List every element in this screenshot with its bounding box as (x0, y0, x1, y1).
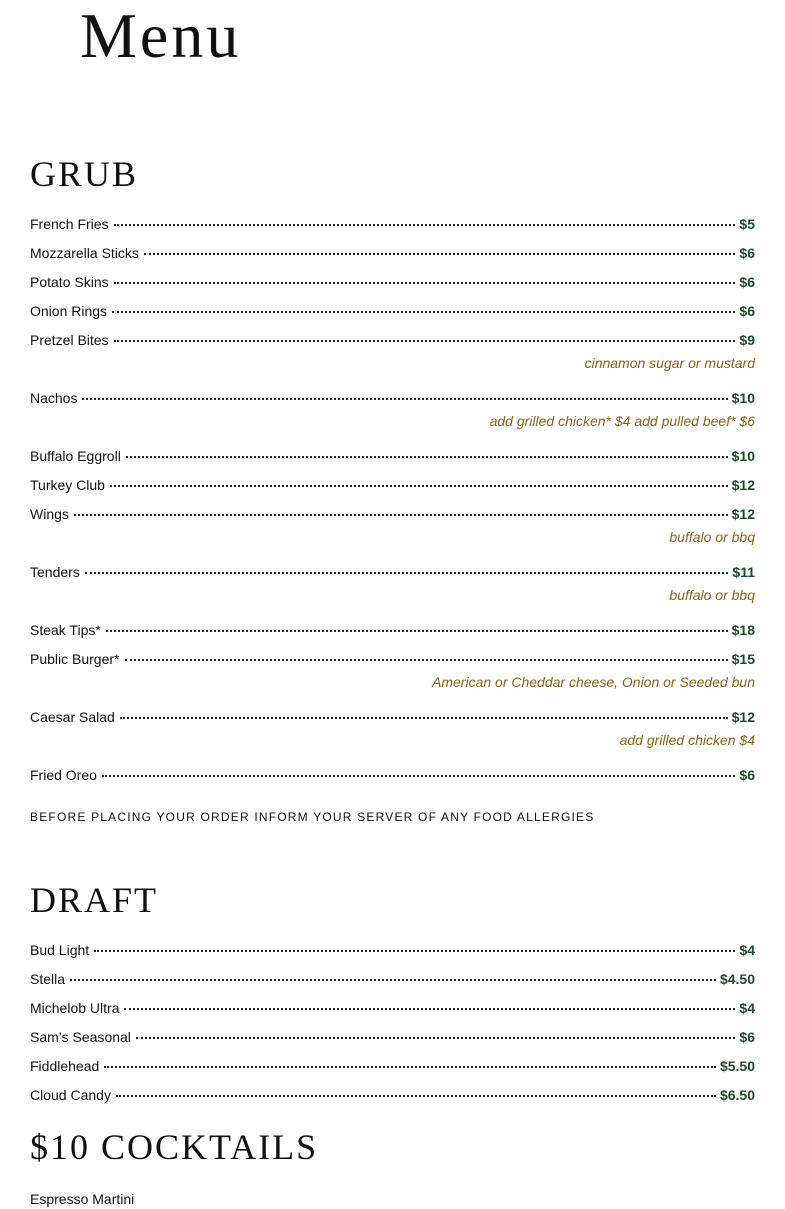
item-note: add grilled chicken $4 (619, 732, 755, 748)
dot-leader (114, 340, 736, 342)
menu-item (30, 244, 755, 262)
dot-leader (94, 950, 735, 952)
item-note: cinnamon sugar or mustard (584, 355, 755, 371)
item-name: Fried Oreo (30, 767, 97, 783)
item-name: Bud Light (30, 942, 90, 958)
page-title: Menu (80, 0, 242, 71)
dot-leader (85, 572, 729, 574)
dot-leader (124, 1008, 735, 1010)
menu-item (30, 447, 755, 465)
item-name: Fiddlehead (30, 1058, 100, 1074)
item-price: $6 (739, 767, 755, 783)
item-name: Pretzel Bites (30, 332, 109, 348)
item-name: Tenders (30, 564, 80, 580)
dot-leader (120, 717, 728, 719)
item-price: $4.50 (719, 971, 755, 987)
item-name: Stella (30, 971, 66, 987)
item-name: Wings (30, 506, 69, 522)
dot-leader (144, 253, 736, 255)
item-price: $11 (732, 564, 755, 580)
dot-leader (70, 979, 716, 981)
menu-item (30, 215, 755, 233)
dot-leader (114, 282, 736, 284)
item-price: $6.50 (719, 1087, 755, 1103)
menu-item (30, 273, 755, 291)
menu-item (30, 505, 755, 523)
item-price: $4 (739, 1000, 755, 1016)
menu-item (30, 621, 755, 639)
item-price: $6 (739, 245, 755, 261)
menu-item (30, 476, 755, 494)
item-note: add grilled chicken* $4 add pulled beef* $6 (489, 413, 755, 429)
section-heading-cocktails: $10 COCKTAILS (30, 1127, 319, 1167)
dot-leader (112, 311, 735, 313)
menu-item (30, 941, 755, 959)
item-price: $15 (731, 651, 755, 667)
section-heading-draft: DRAFT (30, 880, 159, 920)
item-price: $10 (731, 390, 755, 406)
item-name: Michelob Ultra (30, 1000, 120, 1016)
item-name: Steak Tips* (30, 622, 101, 638)
item-price: $5 (739, 216, 755, 232)
dot-leader (110, 485, 728, 487)
menu-item (30, 1028, 755, 1046)
item-price: $6 (739, 303, 755, 319)
item-name: Cloud Candy (30, 1087, 111, 1103)
item-note: buffalo or bbq (669, 529, 755, 545)
menu-item (30, 1086, 755, 1104)
item-price: $12 (731, 506, 755, 522)
item-price: $6 (739, 1029, 755, 1045)
item-name: Buffalo Eggroll (30, 448, 121, 464)
dot-leader (82, 398, 727, 400)
menu-item (30, 708, 755, 726)
menu-item (30, 999, 755, 1017)
item-name: Onion Rings (30, 303, 108, 319)
dot-leader (104, 1066, 716, 1068)
item-price: $9 (739, 332, 755, 348)
dot-leader (136, 1037, 736, 1039)
item-name: Caesar Salad (30, 709, 115, 725)
section-heading-grub: GRUB (30, 154, 139, 194)
item-name: French Fries (30, 216, 109, 232)
item-price: $5.50 (719, 1058, 755, 1074)
item-price: $12 (731, 709, 755, 725)
menu-item (30, 970, 755, 988)
item-note: buffalo or bbq (669, 587, 755, 603)
item-price: $6 (739, 274, 755, 290)
dot-leader (125, 659, 728, 661)
item-name: Mozzarella Sticks (30, 245, 139, 261)
dot-leader (116, 1095, 716, 1097)
item-price: $18 (731, 622, 755, 638)
dot-leader (74, 514, 728, 516)
item-price: $4 (739, 942, 755, 958)
item-price: $12 (731, 477, 755, 493)
item-name: Sam’s Seasonal (30, 1029, 131, 1045)
menu-item (30, 563, 755, 581)
allergy-notice: BEFORE PLACING YOUR ORDER INFORM YOUR SERVER OF ANY FOOD ALLERGIES (30, 810, 595, 824)
dot-leader (114, 224, 736, 226)
dot-leader (102, 775, 736, 777)
menu-item (30, 331, 755, 349)
item-name: Turkey Club (30, 477, 105, 493)
menu-item (30, 766, 755, 784)
menu-item (30, 650, 755, 668)
menu-item (30, 302, 755, 320)
dot-leader (126, 456, 728, 458)
item-name: Public Burger* (30, 651, 120, 667)
item-price: $10 (731, 448, 755, 464)
item-name: Potato Skins (30, 274, 109, 290)
item-note: American or Cheddar cheese, Onion or Seeded bun (432, 674, 755, 690)
cocktail-item: Espresso Martini (30, 1191, 135, 1207)
dot-leader (106, 630, 728, 632)
menu-item (30, 389, 755, 407)
menu-item (30, 1057, 755, 1075)
item-name: Nachos (30, 390, 78, 406)
